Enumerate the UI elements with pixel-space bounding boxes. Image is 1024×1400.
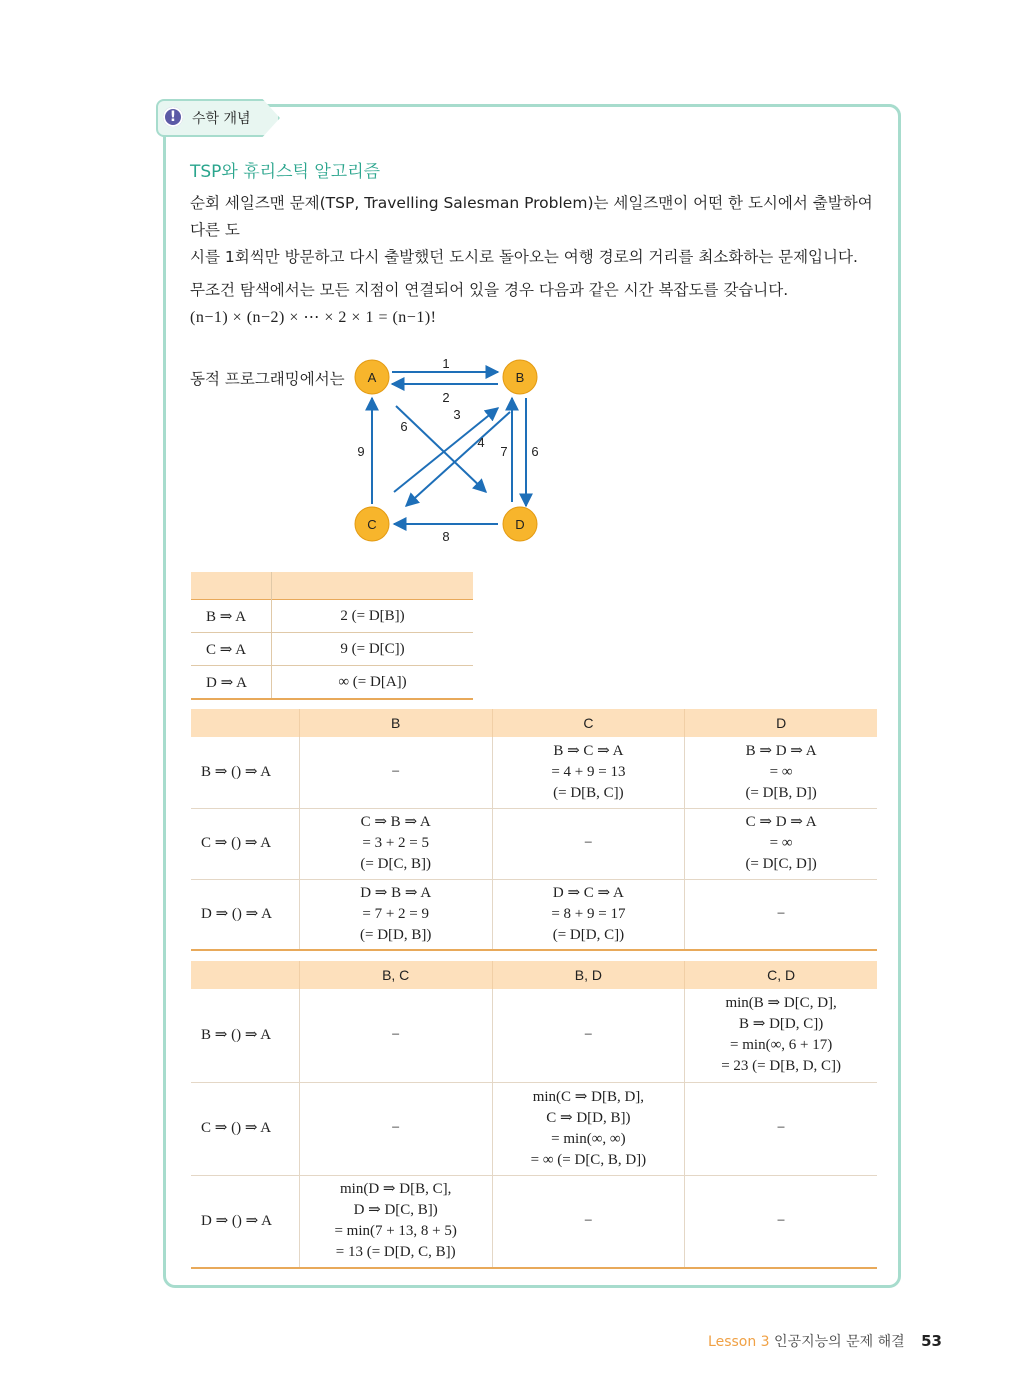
table-row [191,1082,877,1175]
table-row [191,600,473,633]
edge-b-c [406,412,510,506]
table-row [191,737,877,808]
table-header-cell [191,572,272,600]
value-cell: 9 (= D[C]) [272,633,474,666]
row-label: B ⇒ () ⇒ A [191,989,299,1082]
table-cell: − [492,1175,685,1268]
table-header-cell: C [492,709,685,737]
complexity-formula: (n−1) × (n−2) × ⋯ × 2 × 1 = (n−1)! [190,309,437,326]
table-cell: C ⇒ B ⇒ A = 3 + 2 = 5 (= D[C, B]) [299,808,492,879]
row-label: C ⇒ () ⇒ A [191,1082,299,1175]
page-footer [708,1331,942,1351]
two-intermediate-table [191,961,877,1269]
table-header-cell: C, D [685,961,877,989]
weight-b-a: 2 [442,390,450,405]
weight-d-b: 7 [500,444,508,459]
weight-a-b: 1 [442,356,450,371]
table-cell: − [492,808,685,879]
value-cell: ∞ (= D[A]) [272,666,474,700]
weight-a-d: 6 [400,419,408,434]
weight-b-c: 4 [477,435,485,450]
table-cell: B ⇒ D ⇒ A = ∞ (= D[B, D]) [685,737,877,808]
table-cell: min(B ⇒ D[C, D], B ⇒ D[D, C]) = min(∞, 6 + 17) = 23 (= D[B, D, C]) [685,989,877,1082]
node-d-label: D [515,517,525,532]
row-label: B ⇒ () ⇒ A [191,737,299,808]
edge-c-b [394,408,498,492]
table-cell: B ⇒ C ⇒ A = 4 + 9 = 13 (= D[B, C]) [492,737,685,808]
table-row [191,633,473,666]
node-c-label: C [367,517,377,532]
table-cell: D ⇒ C ⇒ A = 8 + 9 = 17 (= D[D, C]) [492,879,685,950]
row-label: D ⇒ () ⇒ A [191,1175,299,1268]
table-header-cell [191,961,299,989]
table-row [191,989,877,1082]
table-header-row [191,572,473,600]
chapter-title: 인공지능의 문제 해결 [774,1334,905,1350]
intro-line-2: 시를 1회씩만 방문하고 다시 출발했던 도시로 돌아오는 여행 경로의 거리를 최소화하는 문제입니다. [190,248,858,266]
weight-c-b: 3 [453,407,461,422]
page-number: 53 [921,1332,942,1350]
table-cell: − [685,1082,877,1175]
one-intermediate-table [191,709,877,951]
value-cell: 2 (= D[B]) [272,600,474,633]
section-title: TSP와 휴리스틱 알고리즘 [190,162,381,182]
table-header-cell: B, D [492,961,685,989]
table-header-cell [272,572,474,600]
tag-label: 수학 개념 [192,111,251,127]
tsp-graph [340,352,550,552]
table-cell: − [492,989,685,1082]
intro-paragraph [190,190,890,271]
table-row [191,808,877,879]
table-header-cell [191,709,299,737]
table-cell: − [685,879,877,950]
table-header-cell: D [685,709,877,737]
brute-force-paragraph: 무조건 탐색에서는 모든 지점이 연결되어 있을 경우 다음과 같은 시간 복잡도를 갖습니다. [190,281,789,299]
path-cell: D ⇒ A [191,666,272,700]
intro-line-1: 순회 세일즈맨 문제(TSP, Travelling Salesman Problem)는 세일즈맨이 어떤 한 도시에서 출발하여 다른 도 [190,194,873,239]
table-header-cell: B, C [299,961,492,989]
lesson-label: Lesson 3 [708,1334,770,1350]
table-cell: min(D ⇒ D[B, C], D ⇒ D[C, B]) = min(7 + 13, 8 + 5) = 13 (= D[D, C, B]) [299,1175,492,1268]
table-row [191,1175,877,1268]
weight-d-c: 8 [442,529,450,544]
table-cell: min(C ⇒ D[B, D], C ⇒ D[D, B]) = min(∞, ∞) = ∞ (= D[C, B, D]) [492,1082,685,1175]
table-header-row [191,709,877,737]
exclamation-icon: ! [163,107,183,127]
row-label: D ⇒ () ⇒ A [191,879,299,950]
table-header-row [191,961,877,989]
table-row [191,879,877,950]
dp-label: 동적 프로그래밍에서는 [190,370,345,388]
path-cell: B ⇒ A [191,600,272,633]
weight-b-d: 6 [531,444,539,459]
base-case-table [191,572,473,700]
table-cell: − [685,1175,877,1268]
row-label: C ⇒ () ⇒ A [191,808,299,879]
table-cell: C ⇒ D ⇒ A = ∞ (= D[C, D]) [685,808,877,879]
path-cell: C ⇒ A [191,633,272,666]
node-a-label: A [367,370,377,385]
node-b-label: B [515,370,525,385]
table-row [191,666,473,700]
table-header-cell: B [299,709,492,737]
table-cell: − [299,737,492,808]
table-cell: − [299,1082,492,1175]
table-cell: D ⇒ B ⇒ A = 7 + 2 = 9 (= D[D, B]) [299,879,492,950]
table-cell: − [299,989,492,1082]
weight-c-a: 9 [357,444,365,459]
